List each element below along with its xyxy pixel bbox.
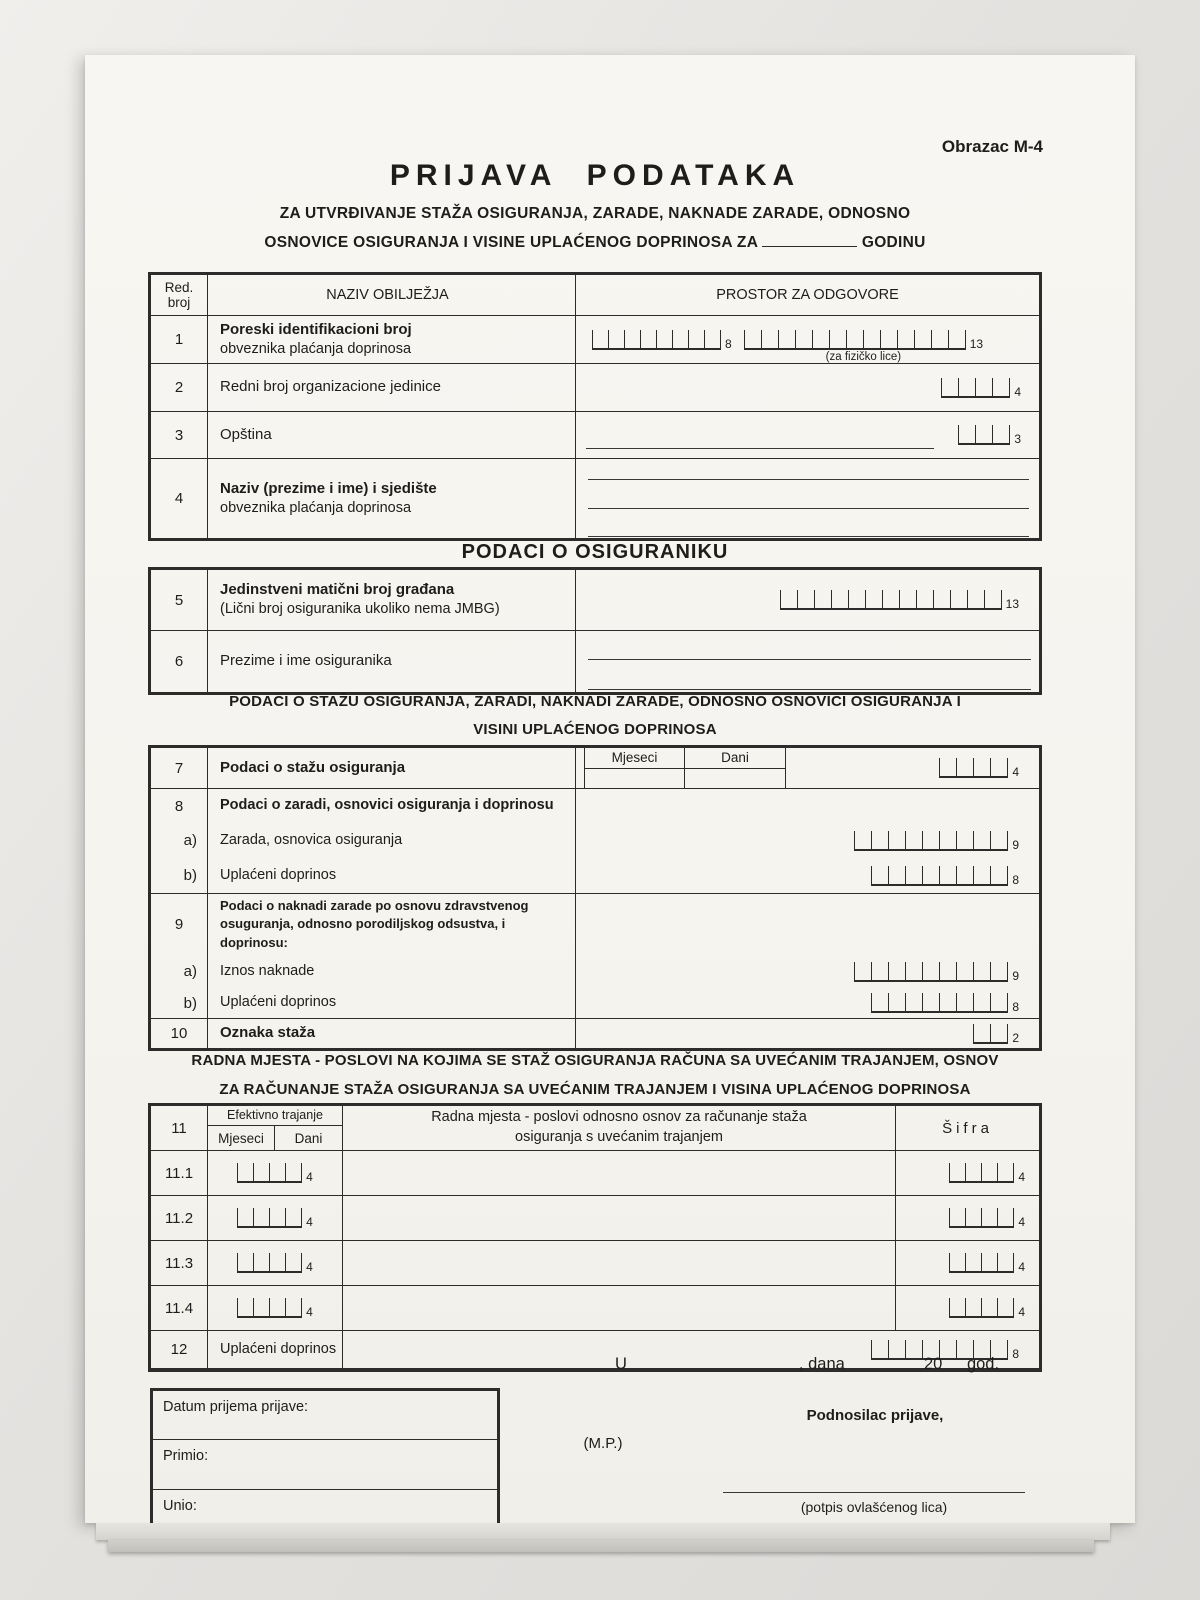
place-blank-line bbox=[627, 1368, 799, 1369]
row-answer-area bbox=[576, 789, 1039, 823]
row-label: Uplaćeni doprinos bbox=[208, 988, 576, 1018]
row-number: 1 bbox=[151, 316, 208, 363]
row-label: Poreski identifikacioni broj obveznika plaćanja doprinosa bbox=[208, 316, 576, 363]
row-number: 4 bbox=[151, 459, 208, 538]
table-staz bbox=[148, 745, 1042, 1051]
trajanje-comb-4: 4 bbox=[237, 1208, 313, 1228]
row-answer-area bbox=[576, 823, 1039, 858]
row-number: 3 bbox=[151, 412, 208, 458]
row-number: 2 bbox=[151, 364, 208, 411]
table-row bbox=[151, 411, 1039, 458]
receipt-date-row: Datum prijema prijave: bbox=[163, 1399, 309, 1415]
taxid-comb-13: 13 bbox=[744, 330, 983, 350]
doprinos-comb-8: 8 bbox=[871, 866, 1019, 886]
trajanje-comb-4: 4 bbox=[237, 1163, 313, 1183]
table-header-row bbox=[151, 1106, 1039, 1150]
table-row bbox=[151, 1285, 1039, 1330]
page-stack-shadow bbox=[108, 1540, 1094, 1552]
row-number: 11.4 bbox=[151, 1286, 208, 1330]
row-number: 7 bbox=[151, 748, 208, 788]
table-row bbox=[151, 893, 1039, 955]
header-dani: Dani bbox=[294, 1130, 323, 1146]
table-row bbox=[151, 748, 1039, 788]
radno-mjesto-cell bbox=[343, 1241, 895, 1285]
zarada-comb-9: 9 bbox=[854, 831, 1019, 851]
header-mjeseci: Mjeseci bbox=[208, 1126, 275, 1150]
row-number: 12 bbox=[151, 1331, 208, 1368]
header-naziv: NAZIV OBILJEŽJA bbox=[208, 275, 576, 315]
header-red-broj: Red. broj bbox=[151, 275, 208, 315]
section-title-radna-line2: ZA RAČUNANJE STAŽA OSIGURANJA SA UVEĆANIM TRAJANJEM I VISINA UPLAĆENOG DOPRINOSA bbox=[219, 1081, 971, 1098]
place-date-line: U , dana 20 god. bbox=[615, 1355, 1000, 1373]
year2-blank-line bbox=[942, 1368, 962, 1369]
effective-duration-cell bbox=[208, 1196, 343, 1240]
table-row bbox=[151, 788, 1039, 823]
row-answer-area bbox=[576, 364, 1039, 411]
row-answer-area bbox=[576, 748, 1039, 788]
table-row bbox=[151, 363, 1039, 411]
table-row bbox=[151, 858, 1039, 893]
trajanje-comb-4: 4 bbox=[237, 1253, 313, 1273]
table-row bbox=[151, 1150, 1039, 1195]
row-label: Podaci o stažu osiguranja bbox=[208, 748, 576, 788]
section-title-staz-line1: PODACI O STAŽU OSIGURANJA, ZARADI, NAKNADI ZARADE, ODNOSNO OSNOVICI OSIGURANJA I bbox=[229, 693, 961, 710]
fizicko-lice-note: (za fizičko lice) bbox=[825, 351, 902, 363]
signature-caption: (potpis ovlašćenog lica) bbox=[800, 1499, 948, 1515]
table-header-row bbox=[151, 275, 1039, 315]
header-prostor: PROSTOR ZA ODGOVORE bbox=[716, 287, 899, 303]
sifra-cell bbox=[895, 1286, 1039, 1330]
row-number: 11.2 bbox=[151, 1196, 208, 1240]
staz-comb-4: 4 bbox=[939, 758, 1019, 778]
form-paper bbox=[85, 55, 1135, 1523]
table-row bbox=[151, 988, 1039, 1018]
section-title-osiguranik: PODACI O OSIGURANIKU bbox=[461, 541, 729, 563]
subtable-days-cell bbox=[685, 769, 785, 788]
row-label: Iznos naknade bbox=[208, 955, 576, 988]
trajanje-comb-4: 4 bbox=[237, 1298, 313, 1318]
row-answer-area bbox=[576, 955, 1039, 988]
jmbg-comb-13: 13 bbox=[780, 590, 1019, 610]
signature-line bbox=[723, 1492, 1025, 1493]
row-label: Redni broj organizacione jedinice bbox=[208, 364, 576, 411]
year-blank-line bbox=[762, 246, 857, 247]
table-row bbox=[151, 1195, 1039, 1240]
mp-stamp-label: (M.P.) bbox=[583, 1435, 623, 1452]
sifra-comb-4: 4 bbox=[949, 1208, 1025, 1228]
naknada-doprinos-comb-8: 8 bbox=[871, 993, 1019, 1013]
receipt-box bbox=[150, 1388, 500, 1532]
table-row bbox=[151, 1240, 1039, 1285]
table-row bbox=[151, 823, 1039, 858]
row-answer-area bbox=[576, 412, 1039, 458]
table-row bbox=[151, 315, 1039, 363]
effective-duration-cell bbox=[208, 1286, 343, 1330]
form-subtitle-line1: ZA UTVRĐIVANJE STAŽA OSIGURANJA, ZARADE, NAKNADE ZARADE, ODNOSNO bbox=[279, 205, 911, 222]
header-sifra: Šifra bbox=[895, 1106, 1039, 1150]
row-answer-area bbox=[576, 1019, 1039, 1048]
sifra-comb-4: 4 bbox=[949, 1298, 1025, 1318]
write-in-line bbox=[586, 448, 934, 449]
write-in-line bbox=[588, 659, 1031, 660]
row-label: Podaci o naknadi zarade po osnovu zdravstvenog osuguranja, odnosno porodiljskog odsustva, i doprinosu: bbox=[208, 894, 576, 955]
table-row bbox=[151, 955, 1039, 988]
subtable-days-header: Dani bbox=[721, 750, 749, 765]
row-letter: a) bbox=[151, 823, 208, 858]
sifra-comb-4: 4 bbox=[949, 1253, 1025, 1273]
form-code: Obrazac M-4 bbox=[941, 137, 1043, 156]
header-radna-mjesta: Radna mjesta - poslovi odnosno osnov za računanje staža osiguranja s uvećanim trajanjem bbox=[431, 1109, 807, 1145]
row-answer-area bbox=[576, 894, 1039, 955]
row-number: 9 bbox=[151, 894, 208, 955]
section-title-radna-line1: RADNA MJESTA - POSLOVI NA KOJIMA SE STAŽ OSIGURANJA RAČUNA SA UVEĆANIM TRAJANJEM, OSNOV bbox=[191, 1052, 999, 1069]
row-answer-area bbox=[576, 631, 1039, 692]
row-number: 11.3 bbox=[151, 1241, 208, 1285]
table-row bbox=[151, 1018, 1039, 1048]
row-letter: b) bbox=[151, 858, 208, 893]
row-number: 8 bbox=[151, 789, 208, 823]
radno-mjesto-cell bbox=[343, 1286, 895, 1330]
row-answer-area bbox=[576, 858, 1039, 893]
write-in-line bbox=[588, 508, 1029, 509]
row-label: Jedinstveni matični broj građana (Lični broj osiguranika ukoliko nema JMBG) bbox=[208, 570, 576, 630]
row-number: 11 bbox=[151, 1106, 208, 1150]
row-letter: a) bbox=[151, 955, 208, 988]
row-label: Zarada, osnovica osiguranja bbox=[208, 823, 576, 858]
row-label: Uplaćeni doprinos bbox=[208, 858, 576, 893]
sifra-cell bbox=[895, 1151, 1039, 1195]
table-main bbox=[148, 272, 1042, 541]
subtable-months-header: Mjeseci bbox=[585, 748, 685, 768]
sifra-cell bbox=[895, 1241, 1039, 1285]
naknada-comb-9: 9 bbox=[854, 962, 1019, 982]
row-label: Naziv (prezime i ime) i sjedište obveznika plaćanja doprinosa bbox=[208, 459, 576, 538]
effective-duration-cell bbox=[208, 1241, 343, 1285]
header-efektivno: Efektivno trajanje Mjeseci Dani bbox=[208, 1106, 343, 1150]
table-osiguranik bbox=[148, 567, 1042, 695]
page-title: PRIJAVA PODATAKA bbox=[389, 159, 801, 192]
sifra-cell bbox=[895, 1196, 1039, 1240]
months-days-subtable bbox=[584, 748, 786, 788]
row-number: 6 bbox=[151, 631, 208, 692]
write-in-line bbox=[588, 479, 1029, 480]
podnosilac-label: Podnosilac prijave, bbox=[806, 1407, 944, 1424]
receipt-unio-row: Unio: bbox=[153, 1489, 497, 1529]
row-number: 11.1 bbox=[151, 1151, 208, 1195]
radno-mjesto-cell bbox=[343, 1196, 895, 1240]
taxid-comb-13-wrap bbox=[744, 330, 983, 363]
org-unit-comb-4: 4 bbox=[941, 378, 1021, 398]
write-in-line bbox=[588, 689, 1031, 690]
table-row bbox=[151, 630, 1039, 692]
section-title-staz-line2: VISINI UPLAĆENOG DOPRINOSA bbox=[473, 721, 717, 738]
radno-mjesto-cell bbox=[343, 1151, 895, 1195]
receipt-primio-row: Primio: bbox=[153, 1439, 497, 1489]
table-radna-mjesta bbox=[148, 1103, 1042, 1372]
row-label: Podaci o zaradi, osnovici osiguranja i doprinosu bbox=[208, 789, 576, 823]
row-answer-area bbox=[576, 459, 1039, 538]
form-subtitle-line2: OSNOVICE OSIGURANJA I VISINE UPLAĆENOG DOPRINOSA ZA GODINU bbox=[264, 234, 926, 251]
row-letter: b) bbox=[151, 988, 208, 1018]
row-label: Opština bbox=[208, 412, 576, 458]
day-blank-line bbox=[849, 1368, 919, 1369]
row-answer-area bbox=[576, 570, 1039, 630]
effective-duration-cell bbox=[208, 1151, 343, 1195]
page-stack-edge bbox=[96, 1523, 1110, 1540]
row-label: Oznaka staža bbox=[208, 1019, 576, 1048]
row-label: Prezime i ime osiguranika bbox=[208, 631, 576, 692]
row-number: 10 bbox=[151, 1019, 208, 1048]
oznaka-staza-comb-2: 2 bbox=[973, 1024, 1019, 1044]
subtable-months-cell bbox=[585, 769, 685, 788]
uplaceni-doprinos-comb-8: 8 bbox=[871, 1340, 1019, 1360]
opstina-comb-3: 3 bbox=[958, 425, 1021, 445]
row-number: 5 bbox=[151, 570, 208, 630]
taxid-comb-8: 8 bbox=[592, 330, 732, 350]
table-row bbox=[151, 458, 1039, 538]
table-row bbox=[151, 570, 1039, 630]
row-label: Uplaćeni doprinos bbox=[208, 1331, 343, 1368]
row-answer-area bbox=[576, 988, 1039, 1018]
row-answer-area bbox=[576, 316, 1039, 363]
sifra-comb-4: 4 bbox=[949, 1163, 1025, 1183]
write-in-line bbox=[588, 536, 1029, 537]
